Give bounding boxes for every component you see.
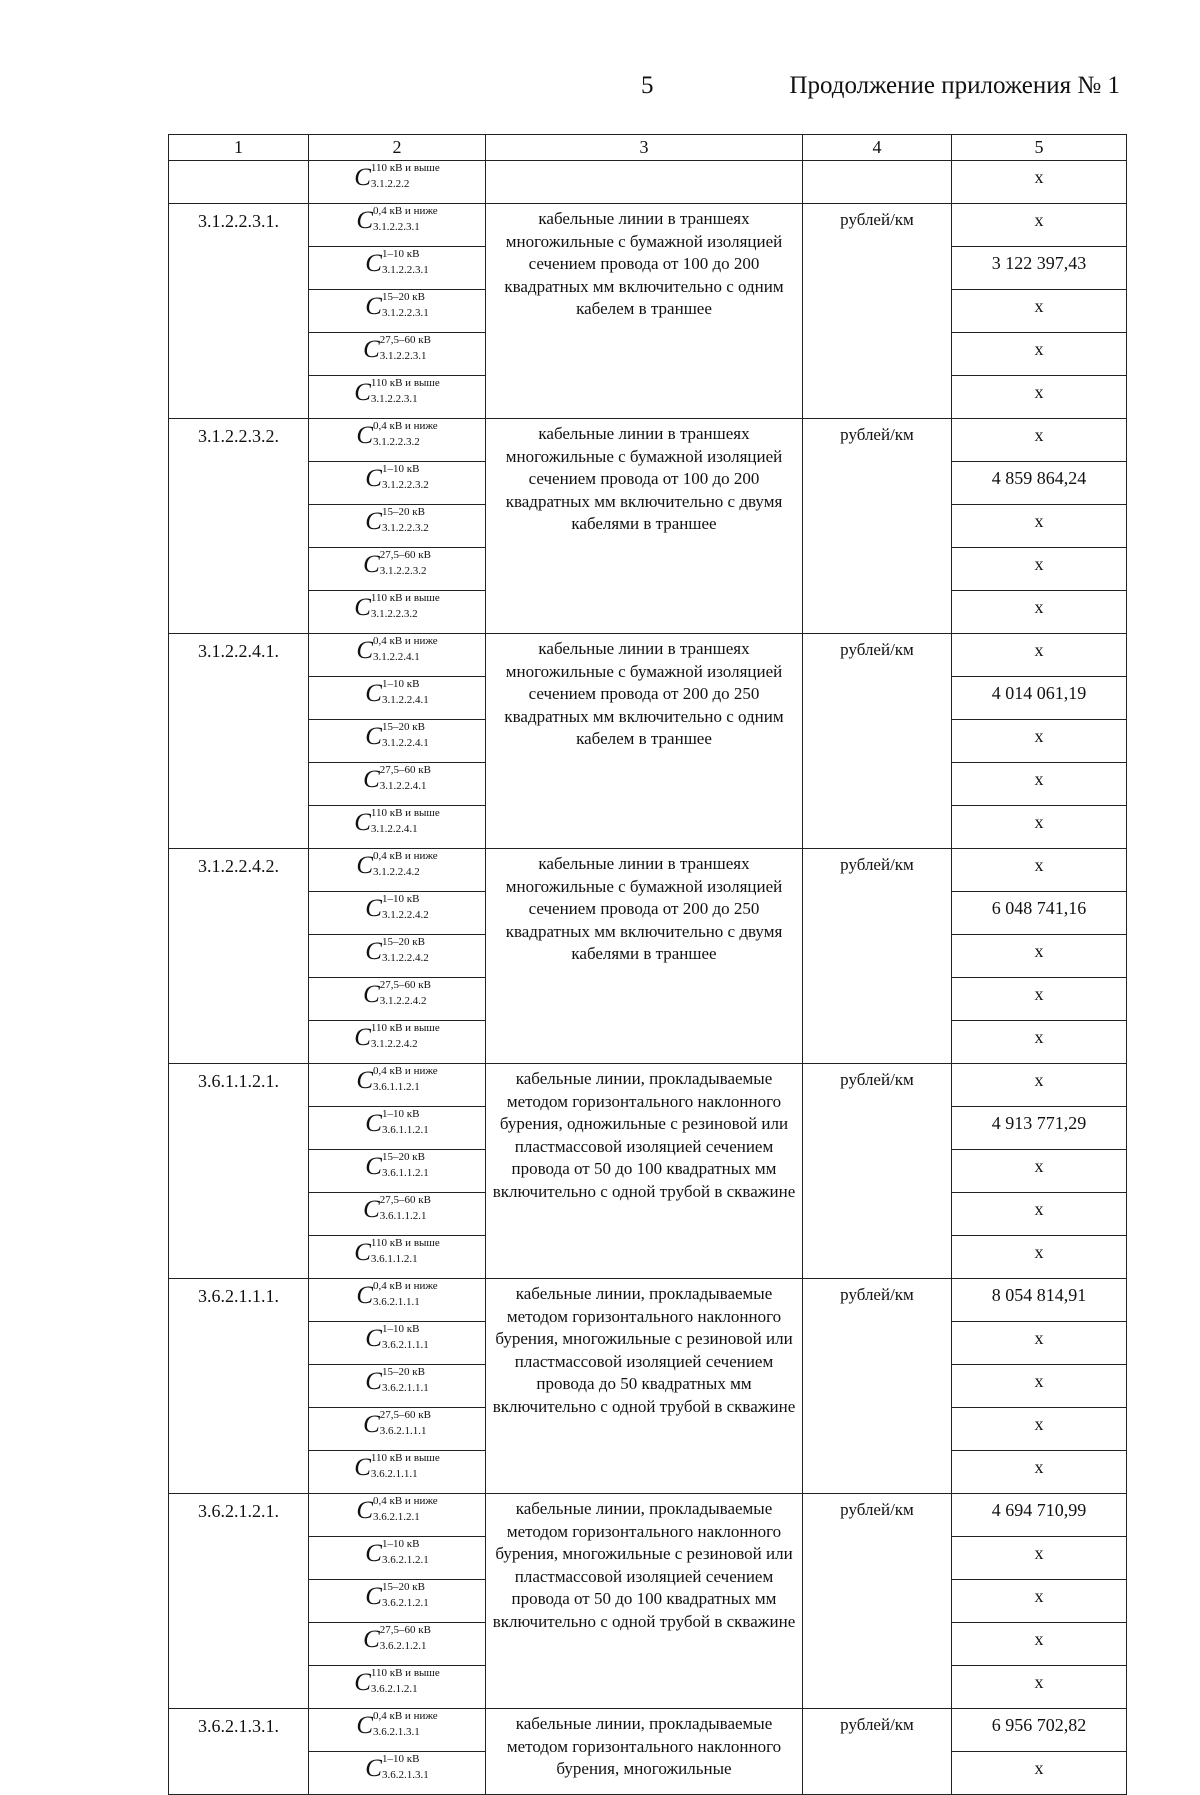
rate-symbol <box>363 1195 431 1225</box>
rate-code: 3.1.2.2.4.2 <box>379 995 427 1007</box>
rate-code: 3.1.2.2.4.1 <box>373 651 420 663</box>
voltage-level: 110 кВ и выше <box>370 377 440 389</box>
voltage-level: 0,4 кВ и ниже <box>373 1710 438 1722</box>
c-letter: C <box>365 895 382 922</box>
voltage-level: 15–20 кВ <box>381 1151 425 1163</box>
voltage-level: 27,5–60 кВ <box>379 1409 431 1421</box>
rate-symbol-cell <box>309 462 486 505</box>
rate-symbol-cell <box>309 1494 486 1537</box>
header-cell: 2 <box>309 135 486 161</box>
c-letter: C <box>365 1540 382 1567</box>
voltage-level: 110 кВ и выше <box>370 1237 440 1249</box>
value-cell: 4 694 710,99 <box>952 1494 1127 1537</box>
value-cell: 3 122 397,43 <box>952 247 1127 290</box>
rate-code: 3.6.2.1.2.1 <box>379 1640 427 1652</box>
rate-symbol <box>365 937 428 967</box>
rate-code: 3.1.2.2.3.2 <box>373 436 420 448</box>
value-cell: х <box>952 376 1127 419</box>
rate-symbol <box>356 1711 437 1741</box>
appendix-caption: Продолжение приложения № 1 <box>789 72 1120 99</box>
voltage-level: 0,4 кВ и ниже <box>373 850 438 862</box>
unit: рублей/км <box>803 419 952 634</box>
rate-symbol-cell <box>309 376 486 419</box>
voltage-level: 15–20 кВ <box>381 1581 425 1593</box>
rate-symbol <box>354 808 440 838</box>
rate-symbol-cell <box>309 1752 486 1795</box>
voltage-level: 110 кВ и выше <box>370 592 440 604</box>
c-letter: C <box>354 1024 371 1051</box>
code-cell <box>169 161 309 204</box>
unit-cell <box>803 161 952 204</box>
c-letter: C <box>363 981 380 1008</box>
rate-code: 3.1.2.2.4.1 <box>370 823 418 835</box>
voltage-level: 0,4 кВ и ниже <box>373 205 438 217</box>
c-letter: C <box>365 1110 382 1137</box>
rate-symbol-cell <box>309 1580 486 1623</box>
description: кабельные линии в траншеях многожильные с бумажной изоляцией сечением провода от 100 до 200 квадратных мм включительно с одним кабелем в траншее <box>486 204 803 419</box>
rate-code: 3.6.1.1.2.1 <box>379 1210 427 1222</box>
rate-symbol-cell <box>309 333 486 376</box>
value-cell: х <box>952 1193 1127 1236</box>
header-cell: 1 <box>169 135 309 161</box>
voltage-level: 0,4 кВ и ниже <box>373 1280 438 1292</box>
description-cell <box>486 161 803 204</box>
description: кабельные линии, прокладываемые методом горизонтального наклонного бурения, многожильные с резиновой или пластмассовой изоляцией сечением провода до 50 квадратных мм включительно с одной трубой в скважине <box>486 1279 803 1494</box>
table-row <box>169 204 1127 247</box>
value-cell: х <box>952 935 1127 978</box>
value-cell: х <box>952 1451 1127 1494</box>
rate-code: 3.1.2.2.3.2 <box>381 479 429 491</box>
item-code: 3.1.2.2.4.2. <box>169 849 309 1064</box>
rate-code: 3.6.2.1.1.1 <box>381 1382 429 1394</box>
rate-symbol-cell <box>309 1537 486 1580</box>
voltage-level: 110 кВ и выше <box>370 162 440 174</box>
header-cell: 4 <box>803 135 952 161</box>
rate-code: 3.6.2.1.2.1 <box>370 1683 418 1695</box>
table-row <box>169 1064 1127 1107</box>
rate-symbol <box>363 550 431 580</box>
rate-symbol <box>365 1582 428 1612</box>
voltage-level: 27,5–60 кВ <box>379 764 431 776</box>
value-cell: х <box>952 634 1127 677</box>
header-row <box>169 135 1127 161</box>
description: кабельные линии, прокладываемые методом горизонтального наклонного бурения, многожильные с резиновой или пластмассовой изоляцией сечением провода от 50 до 100 квадратных мм включительно с одной трубой в скважине <box>486 1494 803 1709</box>
rate-symbol <box>365 292 428 322</box>
c-letter: C <box>365 1583 382 1610</box>
rate-symbol-cell <box>309 419 486 462</box>
rate-symbol-cell <box>309 505 486 548</box>
rate-symbol <box>365 894 428 924</box>
rate-code: 3.1.2.2.3.2 <box>379 565 427 577</box>
value-cell: х <box>952 1752 1127 1795</box>
c-letter: C <box>354 809 371 836</box>
voltage-level: 27,5–60 кВ <box>379 1194 431 1206</box>
rate-code: 3.1.2.2.4.1 <box>381 694 429 706</box>
c-letter: C <box>354 379 371 406</box>
rate-code: 3.1.2.2.3.1 <box>379 350 427 362</box>
voltage-level: 1–10 кВ <box>381 1753 420 1765</box>
value-cell: 4 859 864,24 <box>952 462 1127 505</box>
item-code: 3.6.2.1.3.1. <box>169 1709 309 1795</box>
c-letter: C <box>363 1411 380 1438</box>
rate-symbol <box>365 464 428 494</box>
value-cell: х <box>952 1322 1127 1365</box>
value-cell: х <box>952 1021 1127 1064</box>
rate-code: 3.1.2.2.4.2 <box>381 909 429 921</box>
rate-code: 3.1.2.2.3.1 <box>370 393 418 405</box>
voltage-level: 1–10 кВ <box>381 463 420 475</box>
voltage-level: 1–10 кВ <box>381 1538 420 1550</box>
value-cell: х <box>952 290 1127 333</box>
value-cell: х <box>952 720 1127 763</box>
voltage-level: 27,5–60 кВ <box>379 549 431 561</box>
c-letter: C <box>365 1755 382 1782</box>
rate-symbol <box>356 421 437 451</box>
rate-symbol-cell <box>309 806 486 849</box>
rate-symbol <box>354 163 440 193</box>
rate-symbol <box>365 679 428 709</box>
c-letter: C <box>354 1669 371 1696</box>
rate-symbol <box>354 593 440 623</box>
rate-symbol-cell <box>309 1623 486 1666</box>
value-cell: х <box>952 204 1127 247</box>
voltage-level: 27,5–60 кВ <box>379 1624 431 1636</box>
rate-code: 3.6.1.1.2.1 <box>381 1167 429 1179</box>
rate-code: 3.1.2.2.4.2 <box>381 952 429 964</box>
c-letter: C <box>363 1196 380 1223</box>
item-code: 3.1.2.2.3.2. <box>169 419 309 634</box>
description: кабельные линии в траншеях многожильные с бумажной изоляцией сечением провода от 200 до 250 квадратных мм включительно с одним кабелем в траншее <box>486 634 803 849</box>
voltage-level: 1–10 кВ <box>381 893 420 905</box>
item-code: 3.6.2.1.1.1. <box>169 1279 309 1494</box>
table-row <box>169 634 1127 677</box>
c-letter: C <box>354 594 371 621</box>
item-code: 3.1.2.2.4.1. <box>169 634 309 849</box>
rate-code: 3.1.2.2.3.1 <box>381 307 429 319</box>
value-cell: х <box>952 763 1127 806</box>
rate-symbol-cell <box>309 892 486 935</box>
rate-code: 3.1.2.2.4.1 <box>379 780 427 792</box>
rate-code: 3.6.2.1.2.1 <box>381 1554 429 1566</box>
voltage-level: 0,4 кВ и ниже <box>373 420 438 432</box>
description: кабельные линии в траншеях многожильные с бумажной изоляцией сечением провода от 200 до 250 квадратных мм включительно с двумя кабелями в траншее <box>486 849 803 1064</box>
rate-symbol <box>365 1109 428 1139</box>
unit: рублей/км <box>803 1279 952 1494</box>
rate-symbol <box>356 636 437 666</box>
rate-symbol <box>356 206 437 236</box>
value-cell: х <box>952 1666 1127 1709</box>
rate-symbol <box>354 1238 440 1268</box>
rate-symbol-cell <box>309 1709 486 1752</box>
rate-symbol <box>365 1367 428 1397</box>
rate-code: 3.1.2.2.4.1 <box>381 737 429 749</box>
rate-symbol-cell <box>309 978 486 1021</box>
rate-symbol-cell <box>309 591 486 634</box>
rate-symbol <box>365 722 428 752</box>
c-letter: C <box>363 1626 380 1653</box>
c-letter: C <box>365 508 382 535</box>
value-cell: х <box>952 978 1127 1021</box>
rate-symbol-cell <box>309 204 486 247</box>
unit: рублей/км <box>803 204 952 419</box>
rate-code: 3.1.2.2.3.2 <box>370 608 418 620</box>
c-letter: C <box>356 1067 373 1094</box>
value-cell: х <box>952 419 1127 462</box>
c-letter: C <box>365 1325 382 1352</box>
rate-symbol-cell <box>309 720 486 763</box>
voltage-level: 27,5–60 кВ <box>379 334 431 346</box>
description: кабельные линии, прокладываемые методом горизонтального наклонного бурения, многожильные <box>486 1709 803 1795</box>
c-letter: C <box>356 422 373 449</box>
rate-symbol-cell <box>309 161 486 204</box>
value-cell: х <box>952 505 1127 548</box>
value-cell: 4 913 771,29 <box>952 1107 1127 1150</box>
table-body <box>169 161 1127 1795</box>
value-cell: х <box>952 333 1127 376</box>
c-letter: C <box>356 207 373 234</box>
rate-symbol <box>356 851 437 881</box>
item-code: 3.6.2.1.2.1. <box>169 1494 309 1709</box>
description: кабельные линии, прокладываемые методом горизонтального наклонного бурения, одножильные с резиновой или пластмассовой изоляцией сечением провода от 50 до 100 квадратных мм включительно с одной трубой в скважине <box>486 1064 803 1279</box>
c-letter: C <box>354 164 371 191</box>
rate-symbol-cell <box>309 935 486 978</box>
rate-symbol-cell <box>309 1451 486 1494</box>
value-cell: 6 956 702,82 <box>952 1709 1127 1752</box>
rate-symbol-cell <box>309 548 486 591</box>
value-cell: х <box>952 548 1127 591</box>
voltage-level: 0,4 кВ и ниже <box>373 1495 438 1507</box>
c-letter: C <box>363 336 380 363</box>
c-letter: C <box>365 1153 382 1180</box>
value-cell: х <box>952 1064 1127 1107</box>
rate-symbol <box>365 249 428 279</box>
voltage-level: 1–10 кВ <box>381 248 420 260</box>
value-cell: 4 014 061,19 <box>952 677 1127 720</box>
rate-symbol <box>354 1023 440 1053</box>
rate-symbol <box>365 507 428 537</box>
rate-symbol-cell <box>309 1279 486 1322</box>
rate-symbol <box>363 1410 431 1440</box>
rate-code: 3.6.2.1.1.1 <box>370 1468 418 1480</box>
voltage-level: 0,4 кВ и ниже <box>373 1065 438 1077</box>
rate-code: 3.6.2.1.2.1 <box>373 1511 420 1523</box>
rate-symbol <box>363 335 431 365</box>
rate-symbol <box>365 1754 428 1784</box>
c-letter: C <box>356 1712 373 1739</box>
table-row <box>169 849 1127 892</box>
voltage-level: 1–10 кВ <box>381 1323 420 1335</box>
unit: рублей/км <box>803 1709 952 1795</box>
rate-symbol <box>363 980 431 1010</box>
rate-symbol-cell <box>309 763 486 806</box>
item-code: 3.1.2.2.3.1. <box>169 204 309 419</box>
value-cell: 6 048 741,16 <box>952 892 1127 935</box>
rate-symbol <box>363 1625 431 1655</box>
rate-symbol-cell <box>309 1408 486 1451</box>
rate-symbol <box>354 1453 440 1483</box>
rate-symbol <box>356 1496 437 1526</box>
tariff-table <box>168 134 1127 1795</box>
voltage-level: 110 кВ и выше <box>370 807 440 819</box>
rate-code: 3.6.2.1.1.1 <box>381 1339 429 1351</box>
rate-symbol-cell <box>309 1064 486 1107</box>
rate-symbol-cell <box>309 634 486 677</box>
rate-code: 3.1.2.2.4.2 <box>373 866 420 878</box>
value-cell: х <box>952 1236 1127 1279</box>
table-row <box>169 161 1127 204</box>
value-cell: х <box>952 1365 1127 1408</box>
value-cell: х <box>952 849 1127 892</box>
value-cell: х <box>952 1537 1127 1580</box>
value-cell: х <box>952 1150 1127 1193</box>
value-cell: х <box>952 1623 1127 1666</box>
unit: рублей/км <box>803 1064 952 1279</box>
table-row <box>169 1709 1127 1752</box>
rate-code: 3.6.2.1.1.1 <box>373 1296 420 1308</box>
voltage-level: 15–20 кВ <box>381 1366 425 1378</box>
rate-symbol-cell <box>309 1193 486 1236</box>
rate-symbol <box>354 378 440 408</box>
rate-code: 3.6.1.1.2.1 <box>381 1124 429 1136</box>
voltage-level: 15–20 кВ <box>381 936 425 948</box>
table-row <box>169 1279 1127 1322</box>
voltage-level: 110 кВ и выше <box>370 1667 440 1679</box>
c-letter: C <box>356 1497 373 1524</box>
page-number: 5 <box>641 72 654 99</box>
table-row <box>169 419 1127 462</box>
c-letter: C <box>363 766 380 793</box>
c-letter: C <box>354 1454 371 1481</box>
c-letter: C <box>365 680 382 707</box>
c-letter: C <box>356 852 373 879</box>
value-cell: х <box>952 161 1127 204</box>
voltage-level: 0,4 кВ и ниже <box>373 635 438 647</box>
value-cell: 8 054 814,91 <box>952 1279 1127 1322</box>
rate-symbol-cell <box>309 1236 486 1279</box>
table-row <box>169 1494 1127 1537</box>
rate-symbol <box>365 1152 428 1182</box>
c-letter: C <box>365 465 382 492</box>
rate-code: 3.6.2.1.2.1 <box>381 1597 429 1609</box>
rate-code: 3.1.2.2.3.1 <box>373 221 420 233</box>
voltage-level: 110 кВ и выше <box>370 1022 440 1034</box>
header-cell: 5 <box>952 135 1127 161</box>
rate-symbol <box>356 1066 437 1096</box>
rate-symbol <box>365 1539 428 1569</box>
rate-symbol-cell <box>309 1021 486 1064</box>
value-cell: х <box>952 1408 1127 1451</box>
header-cell: 3 <box>486 135 803 161</box>
rate-symbol <box>354 1668 440 1698</box>
value-cell: х <box>952 591 1127 634</box>
rate-code: 3.1.2.2.2 <box>370 178 410 190</box>
rate-code: 3.6.2.1.3.1 <box>373 1726 420 1738</box>
c-letter: C <box>365 1368 382 1395</box>
rate-symbol-cell <box>309 1107 486 1150</box>
rate-symbol <box>363 765 431 795</box>
value-cell: х <box>952 1580 1127 1623</box>
rate-symbol <box>365 1324 428 1354</box>
rate-symbol-cell <box>309 677 486 720</box>
rate-code: 3.1.2.2.3.1 <box>381 264 429 276</box>
voltage-level: 110 кВ и выше <box>370 1452 440 1464</box>
rate-symbol <box>356 1281 437 1311</box>
value-cell: х <box>952 806 1127 849</box>
rate-symbol-cell <box>309 1150 486 1193</box>
unit: рублей/км <box>803 1494 952 1709</box>
unit: рублей/км <box>803 849 952 1064</box>
rate-symbol-cell <box>309 1365 486 1408</box>
rate-code: 3.6.2.1.3.1 <box>381 1769 429 1781</box>
c-letter: C <box>356 637 373 664</box>
item-code: 3.6.1.1.2.1. <box>169 1064 309 1279</box>
c-letter: C <box>356 1282 373 1309</box>
rate-code: 3.6.2.1.1.1 <box>379 1425 427 1437</box>
rate-code: 3.6.1.1.2.1 <box>373 1081 420 1093</box>
voltage-level: 15–20 кВ <box>381 291 425 303</box>
voltage-level: 27,5–60 кВ <box>379 979 431 991</box>
c-letter: C <box>365 293 382 320</box>
c-letter: C <box>354 1239 371 1266</box>
rate-symbol-cell <box>309 1322 486 1365</box>
rate-symbol-cell <box>309 849 486 892</box>
rate-code: 3.1.2.2.4.2 <box>370 1038 418 1050</box>
c-letter: C <box>365 723 382 750</box>
rate-symbol-cell <box>309 290 486 333</box>
c-letter: C <box>363 551 380 578</box>
voltage-level: 1–10 кВ <box>381 678 420 690</box>
voltage-level: 15–20 кВ <box>381 721 425 733</box>
voltage-level: 15–20 кВ <box>381 506 425 518</box>
rate-code: 3.6.1.1.2.1 <box>370 1253 418 1265</box>
unit: рублей/км <box>803 634 952 849</box>
c-letter: C <box>365 938 382 965</box>
description: кабельные линии в траншеях многожильные с бумажной изоляцией сечением провода от 100 до 200 квадратных мм включительно с двумя кабелями в траншее <box>486 419 803 634</box>
rate-code: 3.1.2.2.3.2 <box>381 522 429 534</box>
rate-symbol-cell <box>309 247 486 290</box>
rate-symbol-cell <box>309 1666 486 1709</box>
c-letter: C <box>365 250 382 277</box>
voltage-level: 1–10 кВ <box>381 1108 420 1120</box>
